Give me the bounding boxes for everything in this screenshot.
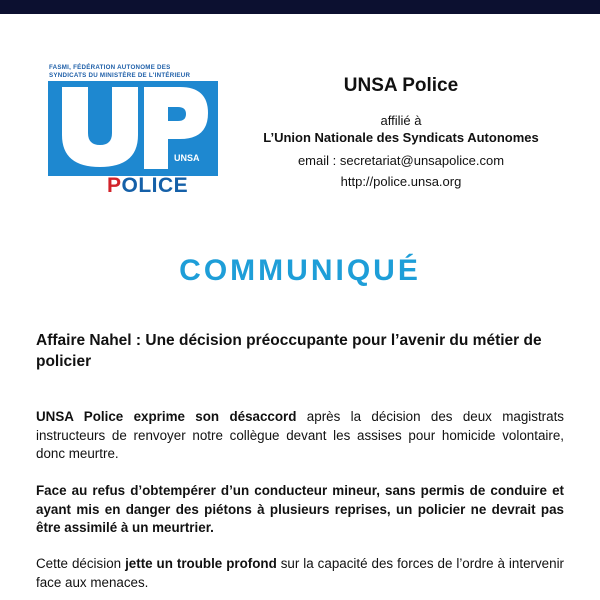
paragraph-3-start: Cette décision (36, 556, 126, 571)
affiliation-label: affilié à (380, 113, 422, 128)
unsa-tag: UNSA (174, 153, 200, 163)
paragraph-1-bold: UNSA Police exprime son désaccord (36, 409, 297, 424)
paragraph-3-text: sur la capacité des forces de l’ordre à intervenir face aux menaces. (36, 556, 565, 590)
paragraph-3 (36, 555, 564, 592)
paragraph-2: Face au refus d’obtempérer d’un conducteur mineur, sans permis de conduire et ayant mis en danger des piétons à plusieurs reprises, un policier ne devrait pas être assimilé à un meurtrier. (36, 483, 564, 535)
up-monogram-icon (48, 81, 218, 176)
paragraph-1 (36, 408, 564, 464)
union-name: L’Union Nationale des Syndicats Autonomes (263, 130, 539, 145)
press-release-title: Affaire Nahel : Une décision préoccupante pour l’avenir du métier de policier (36, 332, 542, 370)
federation-line-2: SYNDICATS DU MINISTÈRE DE L'INTÉRIEUR (49, 72, 191, 79)
paragraph-3-bold: jette un trouble profond (125, 556, 277, 571)
website-link[interactable]: http://police.unsa.org (340, 174, 462, 189)
federation-line-1: FASMI, FÉDÉRATION AUTONOME DES (49, 64, 171, 71)
org-name: UNSA Police (343, 75, 459, 96)
communique-heading: COMMUNIQUÉ (179, 254, 421, 287)
unsa-police-logo (48, 64, 218, 198)
email-address[interactable]: email : secretariat@unsapolice.com (297, 153, 505, 168)
paragraph-1-text: après la décision des deux magistrats instructeurs de renvoyer notre collègue devant les assises pour homicide volontaire, donc meurtre. (36, 409, 564, 461)
top-bar (0, 0, 600, 14)
police-wordmark: POLICE (107, 174, 189, 197)
